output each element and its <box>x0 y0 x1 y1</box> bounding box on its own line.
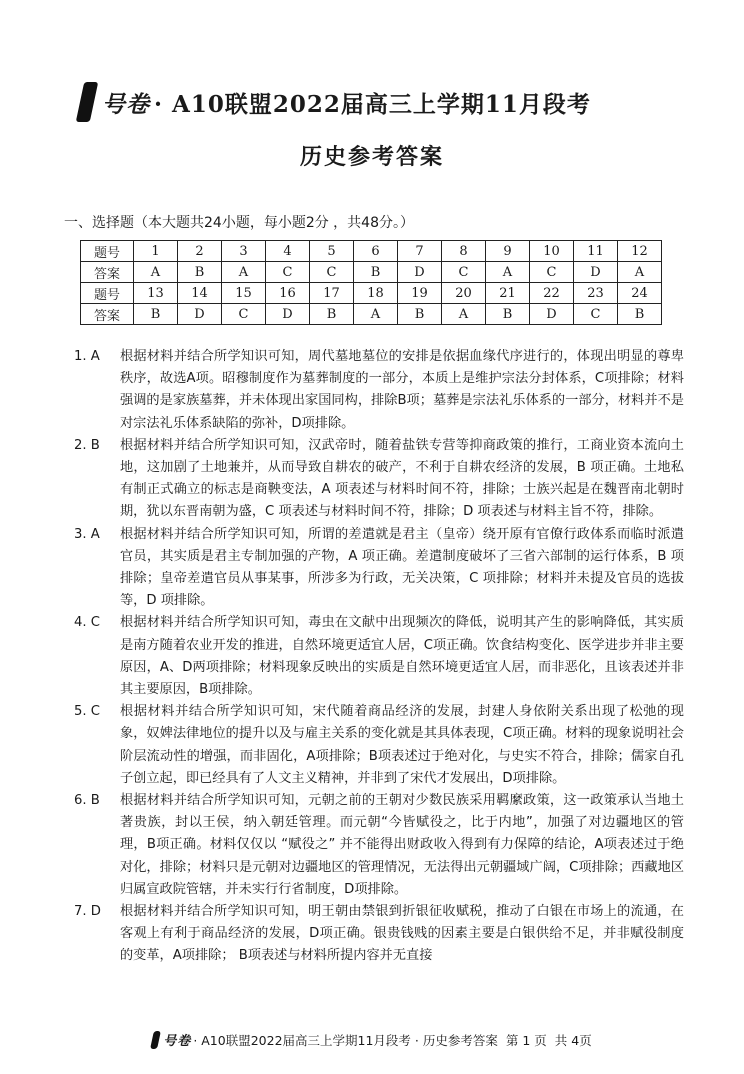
table-cell: 17 <box>310 283 354 304</box>
table-cell: C <box>442 262 486 283</box>
item-text: 根据材料并结合所学知识可知，明王朝由禁银到折银征收赋税，推动了白银在市场上的流通，在客观上有利于商品经济的发展，D项正确。银贵钱贱的因素主要是白银供给不足，并非赋役制度的变革，A项排除； B项表述与材料所提内容并无直接 <box>120 904 684 964</box>
list-item <box>74 701 684 790</box>
table-cell: 12 <box>618 241 662 262</box>
table-cell: C <box>574 304 618 325</box>
table-cell: 19 <box>398 283 442 304</box>
table-cell: D <box>574 262 618 283</box>
item-number: 5. C <box>74 704 100 720</box>
table-cell: 13 <box>134 283 178 304</box>
table-cell: 4 <box>266 241 310 262</box>
table-row-label: 答案 <box>81 262 134 283</box>
table-cell: B <box>618 304 662 325</box>
table-cell: 24 <box>618 283 662 304</box>
table-cell: B <box>398 304 442 325</box>
table-cell: D <box>178 304 222 325</box>
table-cell: A <box>222 262 266 283</box>
table-cell: B <box>134 304 178 325</box>
table-cell: D <box>266 304 310 325</box>
table-cell: B <box>354 262 398 283</box>
table-cell: 15 <box>222 283 266 304</box>
list-item <box>74 612 684 701</box>
list-item <box>74 790 684 901</box>
table-cell: 7 <box>398 241 442 262</box>
table-row <box>81 262 662 283</box>
table-row <box>81 241 662 262</box>
table-cell: A <box>486 262 530 283</box>
answer-table <box>80 240 662 325</box>
list-item <box>74 524 684 613</box>
table-cell: 6 <box>354 241 398 262</box>
table-cell: A <box>134 262 178 283</box>
footer-logo-text: 号卷 <box>163 1034 192 1049</box>
item-number: 6. B <box>74 793 100 809</box>
item-text: 根据材料并结合所学知识可知，元朝之前的王朝对少数民族采用羁縻政策，这一政策承认当地土著贵族，封以王侯，纳入朝廷管理。而元朝“今皆赋役之，比于内地”，加强了对边疆地区的管理，B项正确。材料仅仅以 “赋役之” 并不能得出财政收入得到有力保障的结论，A项表述过于绝对化，排除；材料只是元朝对边疆地区的管理情况，无法得出元朝疆域广阔，C项排除；西藏地区归属宣政院管辖，并未实行行省制度，D项排除。 <box>120 793 684 897</box>
table-cell: A <box>442 304 486 325</box>
table-cell: 16 <box>266 283 310 304</box>
table-cell: 23 <box>574 283 618 304</box>
table-row-label: 题号 <box>81 283 134 304</box>
table-cell: D <box>398 262 442 283</box>
table-cell: 10 <box>530 241 574 262</box>
footer-logo-mark <box>150 1031 161 1049</box>
table-row <box>81 283 662 304</box>
item-text: 根据材料并结合所学知识可知，汉武帝时，随着盐铁专营等抑商政策的推行，工商业资本流向土地，这加剧了土地兼并，从而导致自耕农的破产，不利于自耕农经济的发展，B 项正确。土地私有制正式确立的标志是商鞅变法，A 项表述与材料时间不符，排除；士族兴起是在魏晋南北朝时期，犹以东晋南朝为盛，C 项表述与材料时间不符，排除；D 项表述与材料主旨不符，排除。 <box>120 437 684 520</box>
table-cell: B <box>310 304 354 325</box>
list-item <box>74 346 684 435</box>
table-cell: 21 <box>486 283 530 304</box>
table-cell: B <box>178 262 222 283</box>
table-cell: A <box>618 262 662 283</box>
item-text: 根据材料并结合所学知识可知，宋代随着商品经济的发展，封建人身依附关系出现了松弛的现象，奴婢法律地位的提升以及与雇主关系的变化就是其具体表现，C项正确。材料的现象说明社会阶层流动性的增强，而非固化，A项排除；B项表述过于绝对化，与史实不符合，排除；儒家自孔子创立起，即已经具有了人文主义精神，并非到了宋代才发展出，D项排除。 <box>120 704 684 786</box>
item-number: 7. D <box>74 904 101 920</box>
table-cell: C <box>266 262 310 283</box>
table-cell: 14 <box>178 283 222 304</box>
item-number: 4. C <box>74 615 100 631</box>
table-cell: 3 <box>222 241 266 262</box>
explanation-list <box>74 346 684 968</box>
table-cell: A <box>354 304 398 325</box>
table-cell: 5 <box>310 241 354 262</box>
footer-page-total: 共 4页 <box>554 1032 592 1048</box>
table-row <box>81 304 662 325</box>
footer-title: · A10联盟2022届高三上学期11月段考 · 历史参考答案 <box>193 1032 498 1048</box>
list-item <box>74 901 684 968</box>
table-row-label: 答案 <box>81 304 134 325</box>
page-footer <box>0 1030 744 1049</box>
table-cell: D <box>530 304 574 325</box>
table-cell: 22 <box>530 283 574 304</box>
item-number: 2. B <box>74 437 100 453</box>
table-cell: B <box>486 304 530 325</box>
item-text: 根据材料并结合所学知识可知，周代墓地墓位的安排是依据血缘代序进行的，体现出明显的尊卑秩序，故选A项。昭穆制度作为墓葬制度的一部分，本质上是维护宗法分封体系，C项排除；材料强调的是家族墓葬，并未体现出家国同构，排除B项；墓葬是宗法礼乐体系的一部分，材料并不是对宗法礼乐体系缺陷的弥补，D项排除。 <box>120 349 684 431</box>
table-row-label: 题号 <box>81 241 134 262</box>
item-number: 3. A <box>74 526 100 542</box>
item-text: 根据材料并结合所学知识可知，毒虫在文献中出现频次的降低，说明其产生的影响降低，其实质是南方随着农业开发的推进，自然环境更适宜人居，C项正确。饮食结构变化、医学进步并非主要原因，A、D两项排除；材料现象反映出的实质是自然环境更适宜人居，而非恶化，且该表述并非其主要原因，B项排除。 <box>120 615 684 698</box>
table-cell: C <box>310 262 354 283</box>
item-number: 1. A <box>74 349 100 364</box>
table-cell: 9 <box>486 241 530 262</box>
list-item <box>74 435 684 524</box>
table-cell: 20 <box>442 283 486 304</box>
brand-logo-text: 号卷 <box>102 90 150 118</box>
footer-page-number: 第 1 页 <box>505 1032 547 1048</box>
table-cell: 1 <box>134 241 178 262</box>
section-heading: 一、选择题（本大题共24小题，每小题2分 ，共48分。） <box>64 215 414 231</box>
table-cell: C <box>222 304 266 325</box>
table-cell: 11 <box>574 241 618 262</box>
table-cell: 18 <box>354 283 398 304</box>
brand-logo-mark <box>76 82 99 122</box>
document-subtitle: 历史参考答案 <box>299 144 444 170</box>
table-cell: 2 <box>178 241 222 262</box>
document-title: · A10联盟2022届高三上学期11月段考 <box>154 90 591 118</box>
document-header <box>80 80 680 124</box>
table-cell: 8 <box>442 241 486 262</box>
table-cell: C <box>530 262 574 283</box>
item-text: 根据材料并结合所学知识可知，所谓的差遣就是君主（皇帝）绕开原有官僚行政体系而临时派遣官员，其实质是君主专制加强的产物，A 项正确。差遣制度破坏了三省六部制的运行体系，B 项排除；皇帝差遣官员从事某事，所涉多为行政，无关决策，C 项排除；材料并未提及官员的选拔等，D 项排除。 <box>120 526 684 609</box>
